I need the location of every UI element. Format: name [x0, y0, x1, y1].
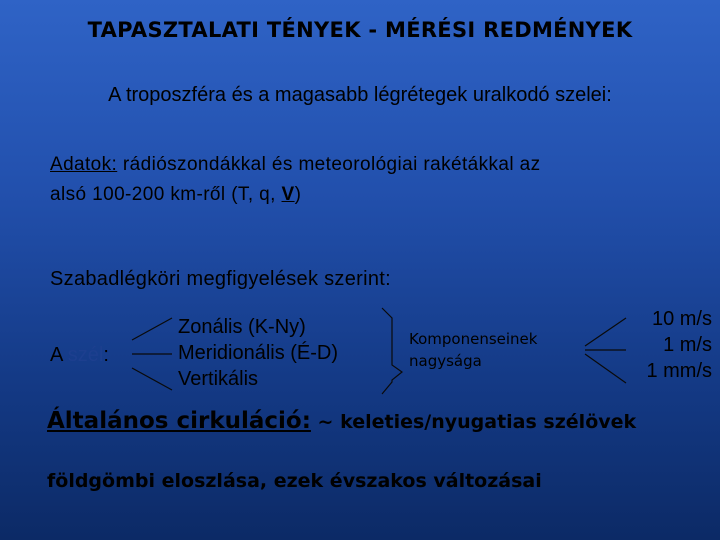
slide-subtitle: A troposzféra és a magasabb légrétegek uralkodó szelei:	[108, 84, 612, 106]
magnitude-label-line1: Komponenseinek	[409, 330, 538, 348]
general-circulation-text: ~ keleties/nyugatias szélövek	[310, 411, 637, 433]
component-meridional: Meridionális (É-D)	[178, 342, 339, 364]
slide-title: TAPASZTALATI TÉNYEK - MÉRÉSI REDMÉNYEK	[87, 18, 633, 42]
value-meridional: 1 m/s	[663, 334, 712, 356]
vector-symbol: V	[281, 184, 295, 205]
value-zonal: 10 m/s	[651, 308, 712, 330]
connector-10ms	[585, 318, 626, 346]
magnitude-label-line2: nagysága	[409, 352, 482, 370]
data-label: Adatok:	[50, 154, 118, 175]
magnitude-values	[646, 306, 712, 384]
wind-prefix: A	[50, 344, 68, 366]
wind-word: szél	[67, 344, 104, 366]
component-list	[178, 314, 338, 392]
general-circulation-line	[47, 408, 636, 434]
data-line-2-end: )	[294, 184, 302, 205]
data-line-1-text: rádiószondákkal és meteorológiai rakétákkal az	[117, 154, 541, 175]
general-circulation-heading: Általános cirkuláció:	[47, 408, 311, 434]
component-zonal: Zonális (K-Ny)	[178, 316, 306, 338]
connector-zonal	[132, 318, 172, 340]
general-circulation-line-2: földgömbi eloszlása, ezek évszakos változásai	[47, 470, 542, 492]
brace-right	[382, 308, 402, 394]
connector-1mms	[585, 354, 626, 383]
component-vertical: Vertikális	[178, 368, 259, 390]
magnitude-label	[409, 328, 537, 372]
wind-suffix: :	[103, 344, 109, 366]
connector-vertical	[132, 368, 172, 390]
data-line-2-text: alsó 100-200 km-ről (T, q,	[50, 184, 282, 205]
observations-heading: Szabadlégköri megfigyelések szerint:	[50, 268, 391, 290]
value-vertical: 1 mm/s	[646, 360, 712, 382]
